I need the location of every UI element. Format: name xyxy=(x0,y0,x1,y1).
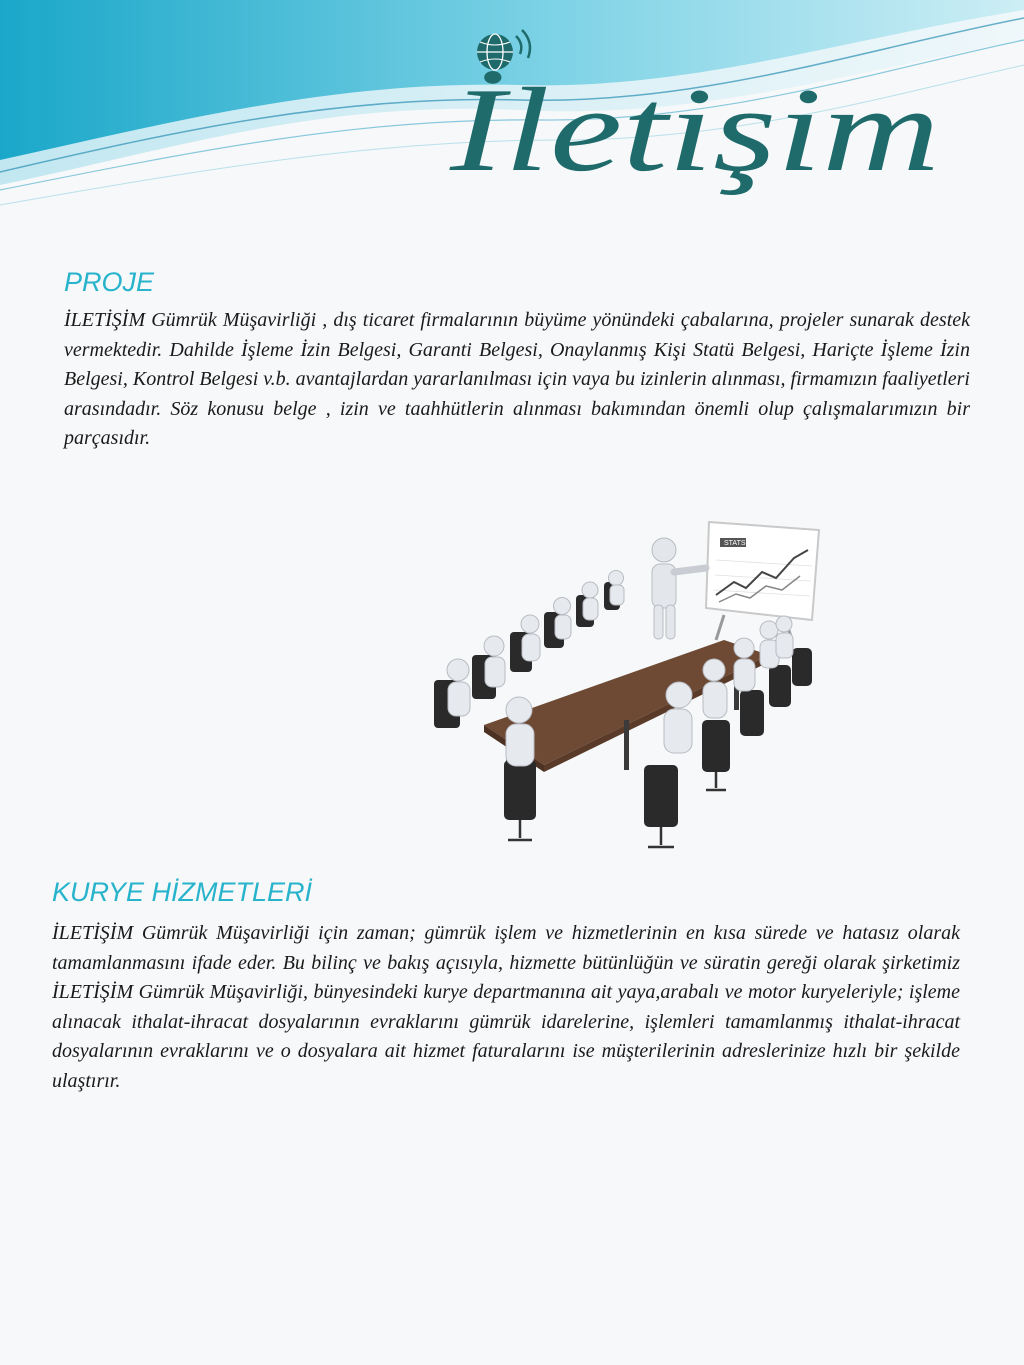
presenter-figure xyxy=(652,538,706,639)
kurye-heading: KURYE HİZMETLERİ xyxy=(52,877,313,907)
presentation-board xyxy=(706,522,819,640)
proje-paragraph: İLETİŞİM Gümrük Müşavirliği , dış ticaret firmalarının büyüme yönündeki çabalarına, projeler sunarak destek vermektedir. Dahilde İşleme İzin Belgesi, Garanti Belgesi, Onaylanmış Kişi Statü Belgesi, Hariçte İşleme İzin Belgesi, Kontrol Belgesi v.b. avantajlardan yararlanılması için vaya bu izinlerin alınması, firmamızın faaliyetleri arasındadır. Söz konusu belge , izin ve taahhütlerin alınması bakımından önemli olup çalışmalarımızın bir parçasıdır. xyxy=(64,309,970,450)
kurye-paragraph: İLETİŞİM Gümrük Müşavirliği için zaman; gümrük işlem ve hizmetlerinin en kısa sürede ve hatasız olarak tamamlanmasını ifade eder. Bu bilinç ve bakış açısıyla, hizmette bütünlüğün ve süratin gereği olarak şirketimiz İLETİŞİM Gümrük Müşavirliği, bünyesindeki kurye departmanına ait yaya,arabalı ve motor kuryeleriyle; işleme alınacak ithalat-ihracat dosyalarının evraklarını gümrük idarelerine, işlemleri tamamlanmış ithalat-ihracat dosyalarının evraklarını ve o dosyalara ait hizmet faturalarını ise müşterilerinin adreslerinize hızlı bir şekilde ulaştırır. xyxy=(52,922,960,1092)
meeting-illustration xyxy=(424,520,824,855)
proje-heading: PROJE xyxy=(64,267,155,297)
stats-label: STATS xyxy=(724,540,746,547)
iletisim-logo xyxy=(440,20,950,200)
logo-wordmark: İletişim xyxy=(448,63,940,196)
